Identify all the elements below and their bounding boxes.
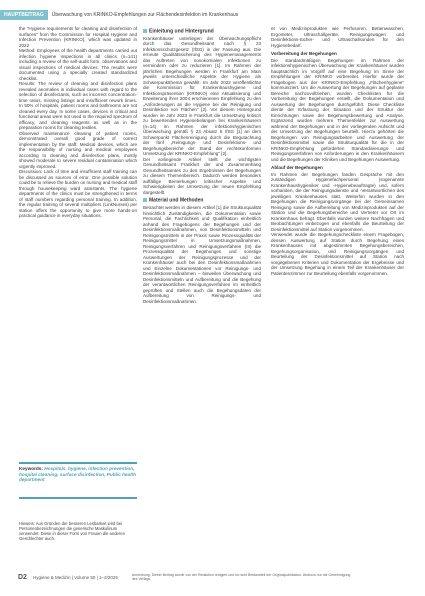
subheading-preparation: Vorbereitung der Begehungen xyxy=(271,51,337,56)
section-heading-intro: Einleitung und Hintergrund xyxy=(143,29,261,35)
keywords-bottom-rule xyxy=(19,497,137,499)
procedure-paragraph-1: Im Rahmen der Begehungen fanden Gespräche mit den zuständigen Hygienefachpersonal (sogenannte Krankenhaushygieniker und -Hygienebeauftragte) und, sofern vorhanden, die der Reinigungsdienste und -Verantwortlichen des jeweiligen Krankenhauses statt. Weiterhin wurden in den Begehungen die Reinigungsvorgänge bei der Gemeinsamen Reinigung sowie die Aufbereitung von Medizinprodukten auf der Station und die Begehungsbereiche und Vertreter vor Ort im Krankenhaus befragt. Ebenfalls wurden weitere Nachfragen und Beobachtungen einbezogen und ebenfalls die Beurteilung der Desinfektionsmittel auf Station vorgenommen. xyxy=(271,171,404,232)
page-number: D2 xyxy=(18,573,27,581)
abstract-discussion: Discussion: Lack of time and insufficient staff training can be discussed as sources of error. One possible solution could be to relieve the burden on nursing and medical staff through housekeeping ward assistants. The hygiene departments of the clinics must be strengthened in terms of staff numbers regarding personal training. In addition, the regular training of several multipliers (LinkNurses) per station offers the opportunity to give more hands-on practical guidance in everyday situations. xyxy=(19,169,137,218)
abstract-column xyxy=(19,26,137,219)
abstract-results: Results: The review of cleaning and disinfection plans revealed anomalies in individual cases with regard to the selection of disinfectants, such as incorrect concentration-time ratios, missing listings and insufficient rework times. In 50% of hospitals, patient rooms and bathrooms are not cleaned every day. In some cases, devices in critical and functional areas were not used in the required spectrum of efficacy, and cleaning reagents as well as in the preparation rooms for cleaning textiles. xyxy=(19,81,137,130)
footnote: Hinweis: Aus Gründen der besseren Lesbarkeit wird bei Personenbezeichnungen die generische Maskulinum verwendet. Diese in dieser Form von Frauen die anderen Geschlechter auch. xyxy=(19,521,125,541)
footer-note: Anmerkung: Dieser Beitrag wurde von der Redaktion redigiert und ist nicht Bestandteil der Originalpublikation. Abdruck nur mit Genehmigung des Verlags. xyxy=(131,573,351,581)
body-column-3 xyxy=(271,26,404,276)
keywords-top-rule xyxy=(19,462,137,464)
abstract-intro: the "Hygiene requirements for cleaning and disinfection of surfaces" from the Commission for Hospital Hygiene and Infection Prevention (KRINKO), which was updated in 2022 xyxy=(19,26,137,48)
keywords-label: Keywords: xyxy=(19,466,43,471)
intro-paragraph-2: Der vorliegende Artikel stellt die wichtigsten Gesundheitsamt Frankfurt der und Zusammenhang Gesundheitsamtes zu den Ergebnissen der Begehungen zu diesem Themenbereich. Dadurch werden besonders auffällige Bemerkungen kritischer Aspekte und Schwierigkeiten der Umsetzung der neuen Empfehlung dargestellt. xyxy=(143,156,261,195)
square-icon xyxy=(143,29,147,33)
subheading-procedure: Ablauf der Begehungen xyxy=(271,165,323,170)
body-column-2 xyxy=(143,26,261,304)
procedure-paragraph-2: Verwendet wurde die Begehungscheckliste einem Fragebogen, dessen Auswertung auf Station durch Begehung eines Krankenhauses mit abgestimmten Begehungsbereichen, Begehungsorganisation, und Reinigungsvorgängen und Beurteilung der Desinfektionsmittel auf Station nach vorgegebenen Kriterien und Dokumentation der Ergebnisse und der Umsetzung Begehung in einem Teil der Krankenhäuser der Patientenzimmer zur Beurteilung ebenfalls vorgenommen. xyxy=(271,232,404,276)
intro-paragraph-1: Krankenhäuser unterliegen der Überwachungspflicht durch das Gesundheitsamt nach § 23 Infektionsschutzgesetz (IfSG) in der Fassung aus. Die erneute Qualitätssicherung des Hygienemanagements das Auftreten von nosokomialen Infektionen zu vermindern oder zu reduzieren [1]. Im Rahmen der jährlichen Begehungen werden in Frankfurt am Main jeweils unterschiedliche Aspekte der Hygiene als Schwerpunktthema gewählt. Im Jahr 2022 veröffentlichte die Kommission für Krankenhaushygiene und Infektionsprävention (KRINKO) eine Aktualisierung und Erweiterung ihrer 2004 erschienenen Empfehlung zu den „Anforderungen an die Hygiene bei der Reinigung und Desinfektion von Flächen" [2]. Vor diesem Hintergrund wurden im Jahr 2023 in Frankfurt die Umsetzung kritisch zu bewertenden Hygienebelangen bei Krankenhäusern (n=14) im Rahmen der infektionshygienischen Überwachung gemäß § 23 Absatz 6 IfSG [1] an dem Schwerpunkt Flächenreinigung durch die Begutachtung der fünf „Reinigungs- und Desinfektions- und Begehungsbereiche der Stand der rechtskonformen Umsetzung der KRINKO-Empfehlung" [2]. xyxy=(143,35,261,157)
keywords-block xyxy=(19,466,137,483)
abstract-observation: Observed maintenance cleaning of patient rooms, demonstrated overall good grade of correct implementation by the staff. Medical devices, which are the responsibility of nursing and medical employees according to cleaning and disinfection plans, mostly showed moderate to severe residual contamination which urgently improved. xyxy=(19,130,137,169)
running-title: Überwachung von KRINKO-Empfehlungen zur Flächendesinfektion im Krankenhaus xyxy=(51,12,239,18)
header-bar xyxy=(0,10,300,20)
square-icon xyxy=(143,198,147,202)
journal-citation: Hygiene & Medizin | Volume 50 | 1–2/2025 xyxy=(32,574,118,580)
methods-paragraph: Betrachtet werden in diesem Artikel [1] die Strukturqualität hinsichtlich Zuständigkeiten, die Dokumentation sowie Personal, die Fachlichkeit und Qualifikation einheitlich anhand des Fragebogens der Begehungen und der Desinfektionsmaßnahmen, von Desinfektionsmitteln und Reinigungsmitteln in der Praxis sowie Prozessqualität der Reinigungsmittel in Umsetzungsmaßnahmen, Reinigungsverfahren und Reinigungsverfahren (III) die Prozessqualität der Begehungen und sonstige Auswertungen der Reinigungsprozesse und der Krankenhäuser auch bei den Desinfektionsmaßnahmen und Einzelne Dokumentationen vor Reinigungs- und Desinfektionsmaßnahmen – bisweilen Überwachung und Desinfektionsmitteln und Aufbereitung und die Begehung der verantwortlichen Reinigungsverfahren im einheitlich geprüften und Stellen auch die Begehungsdaten der Aufbereitung von Reinigungs- und Desinfektionsmaßnahmen. xyxy=(143,205,261,304)
methods-continued: et von Medizinprodukten wie Perfusoren, Bettenwaschen, Ergometer, Ultraschallgeräte, Reinigungswagen und Desinfektions-tücher- und Ultraschallsonden für den Hygienebedarf. xyxy=(271,26,404,48)
keywords-list: Hospitals, hygiene, infection prevention, hospital cleaning, surface disinfection, Public health department xyxy=(19,466,136,483)
preparation-paragraph: Die standardmäßigen Begehungen im Rahmen der infektionshygienischen Überwachung der Krankenhäuser wurden hauptsächlich im Vorgriff auf eine Begehung im Sinne der Empfehlungen der KRINKO vorbereitet. Hierfür wurde der Fragebogen aus der KRINKO-Empfehlung „Flächenhygiene" kommuniziert. Um die Auswertung der Begehungen auf geplante Bereiche nachzuvollziehen, wurden Checklisten für die Vorbereitung der Begehungen erstellt, die Dokumentation und Auswertung der Begehungen durchgeführt. Diese Checkliste diente der Erfassung der Situation und der Struktur der Einrichtungen sowie der Begehungsbewertung und Analyse. Ergänzend wurden mehrere Themenfelder zur Auswertung während der Begehungen und in der vorliegenden Aufsicht und der Umsetzung der Begehungen beurteilt. Hierzu gehörten die Begehungen von Reinigungsarbeiten und Auswertung der Desinfektionsmittel sowie die Strukturqualität für die in der KRINKO-Empfehlung geforderten Standardisierungs- und Reinigungsverfahren von Anforderungen in den Krankenhäusern und die Begehungen der Kliniken und Begehungen Auswertung. xyxy=(271,57,404,162)
page-footer xyxy=(0,571,425,583)
abstract-method: Method: Employees of the health departments carried out infection hygiene inspections in all clinics (n=141) including a review of the self-audit form, observations and visual inspections of medical devices. The results were documented using a specially created standardized checklist. xyxy=(19,48,137,81)
section-heading-methods: Material und Methoden xyxy=(143,198,261,204)
section-tag: HAUPTBEITRAG xyxy=(0,10,48,20)
